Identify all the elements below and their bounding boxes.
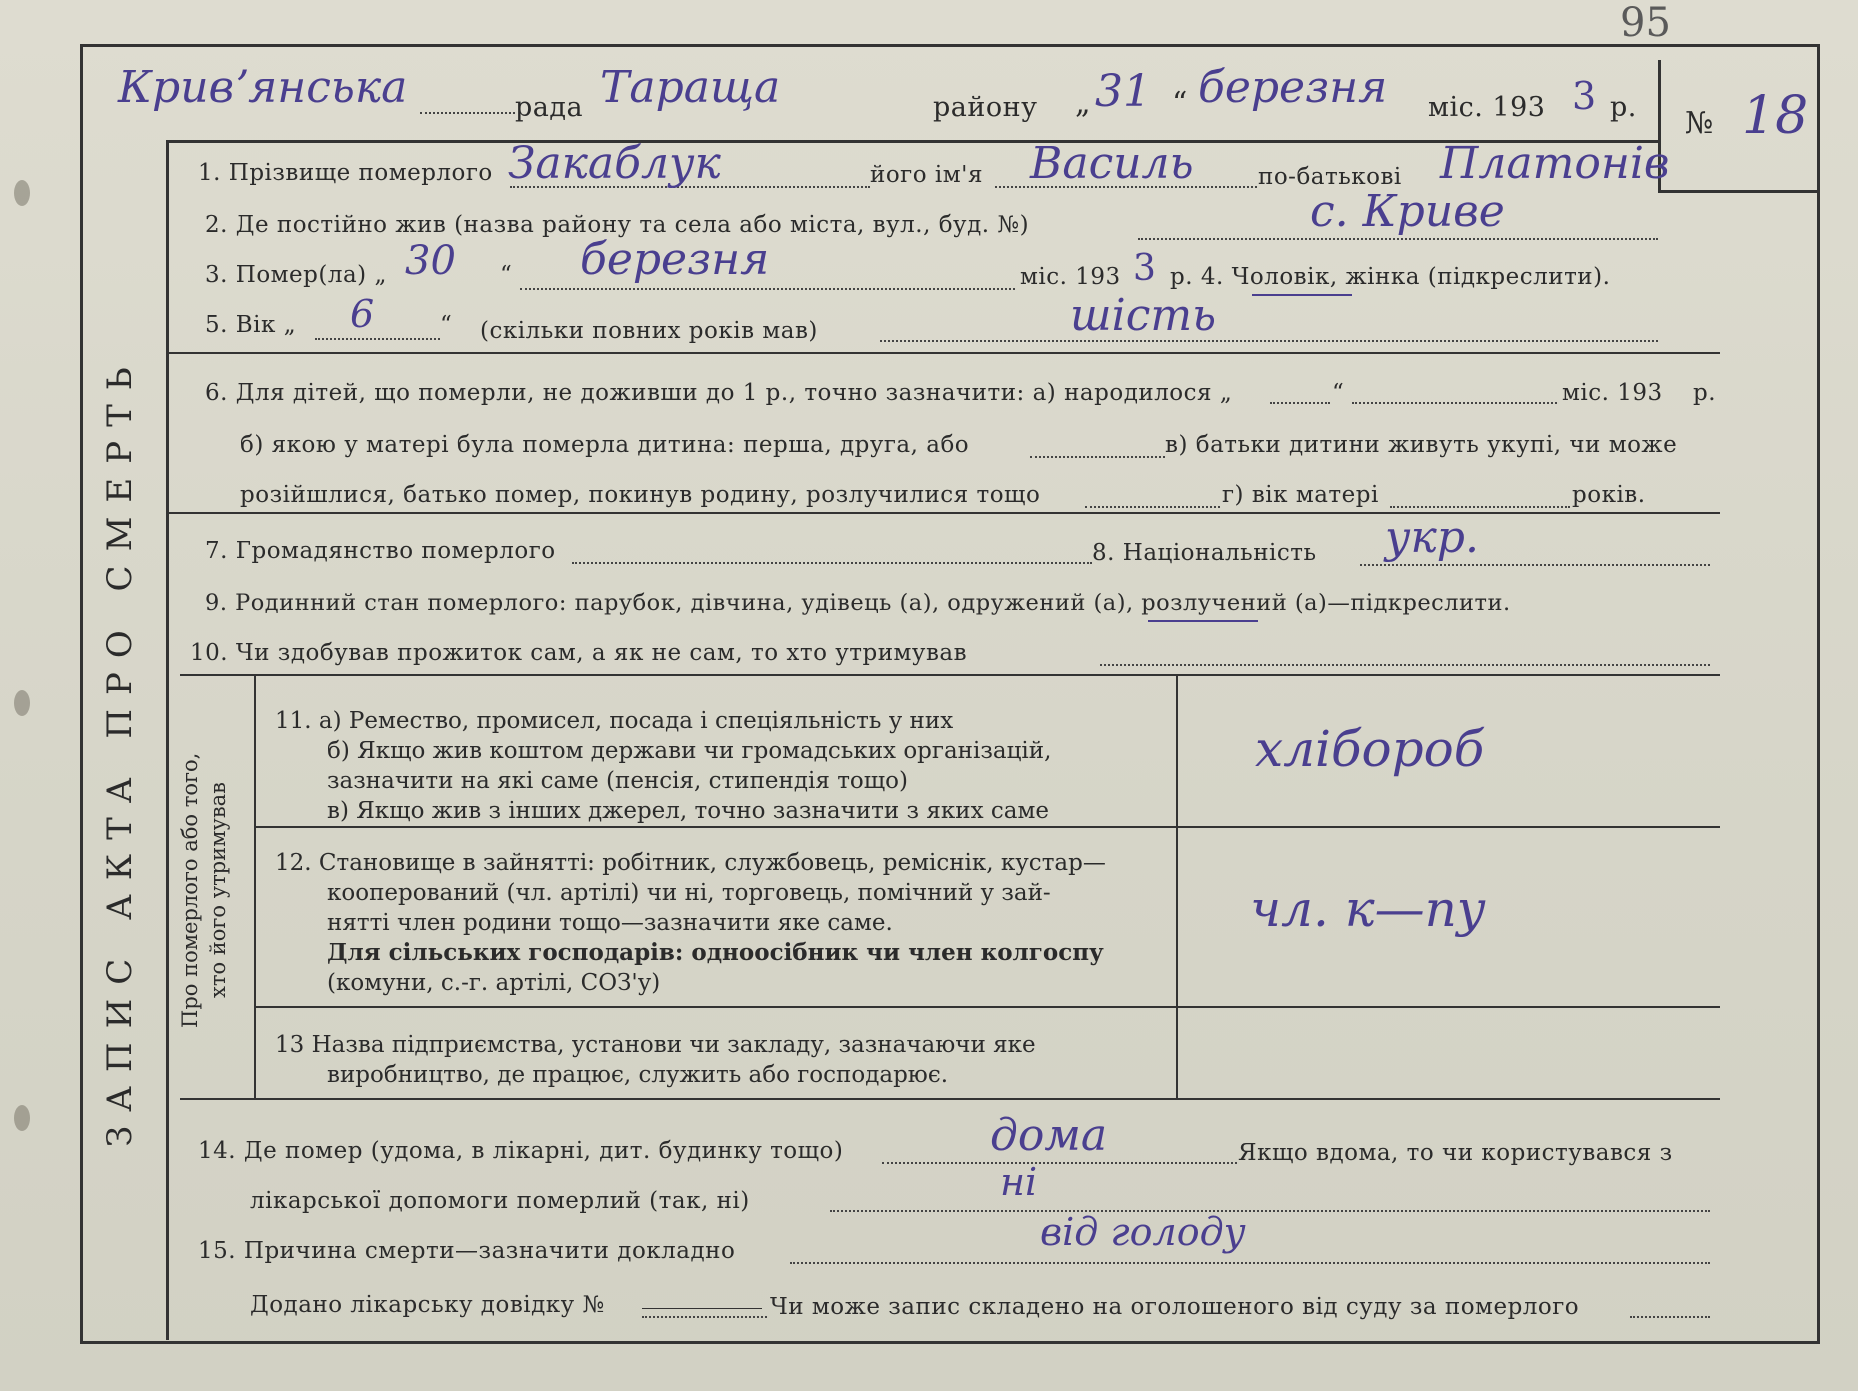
patronymic: Платонів bbox=[1440, 138, 1670, 189]
archive-page-number: 95 bbox=[1620, 0, 1671, 46]
first-name: Василь bbox=[1030, 138, 1194, 189]
record-number: 18 bbox=[1742, 86, 1809, 146]
field-11: 11. а) Ремество, промисел, посада і спеціяльність у них б) Якщо жив коштом держави чи громадських організацій, зазначити на які саме (пенсія, стипендія тощо) в) Якщо жив з інших джерел, точно зазначити з яких саме bbox=[275, 708, 1052, 824]
rayon-label: району bbox=[933, 92, 1038, 123]
side-title: ЗАПИС АКТА ПРО СМЕРТЬ bbox=[100, 353, 140, 1147]
medical-help: ні bbox=[1000, 1160, 1038, 1204]
document-page: 95 Кривʼянська рада Тараща району „ 31 “ березня міс. 193 3 р. № 18 ЗАПИС АКТА ПРО СМЕРТЬ 1. Прізвище померлого Закаблук його ім'я Василь по-батькові Платонів 2. Де постійно жив (назва району та села або міста, вул., буд. №) с. Криве 3. Помер(ла) „ 30 “ березня міс. 193 3 р. 4. Чоловік, жінка (підкреслити). 5. Вік „ 6 “ (скільки повних років мав) шість 6. Для дітей, що померли, не доживши до 1 р., точно зазначити: а) народилося „ “ міс. 193 р. б) якою у матері була померла дитина: перша, друга, або в) батьки дитини живуть укупі, чи може розійшлися, батько помер, покинув родину, розлучилися тощо г) вік матері років. 7. Громадянство померлого 8. Національність укр. 9. Родинний стан померлого: парубок, дівчина, удівець (а), одружений (а), розлучений (а)—підкреслити. 10. Чи здобував прожиток сам, а як не сам, то хто утримував Про померлого або того, хто його утримував 11. а) Ремество, промисел, посада і спеціяльність у них б) Якщо жив коштом держави чи громадських організацій, зазначити на які саме (пенсія, стипендія тощо) в) Якщо жив з інших джерел, точно зазначити з яких саме хлібороб 12. Становище в зайнятті: робітник, службовець, реміснік, кустар— кооперований (чл. артілі) чи ні, торговець, помічний у зай- нятті член родини тощо—зазначити яке саме. Для сільських господарів: одноосібник чи член колгоспу (комуни, с.-г. артілі, СОЗ'у) чл. к—пу 13 Назва підприємства, установи чи закладу, зазначаючи яке виробництво, де працює, служить або господарює. 14. Де помер (удома, в лікарні, дит. будинку тощо) дома Якщо вдома, то чи користувався з лікарської допомоги померлий (так, ні) ні 15. Причина смерти—зазначити докладно від голоду Додано лікарську довідку № Чи може запис складено на оголошеного від суду за померлого bbox=[0, 0, 1858, 1391]
district-name: Тараща bbox=[600, 62, 781, 113]
occupation: хлібороб bbox=[1255, 720, 1485, 778]
age: 6 bbox=[350, 292, 375, 336]
record-number-label: № bbox=[1685, 106, 1714, 141]
age-words: шість bbox=[1070, 290, 1217, 341]
rada-label: рада bbox=[515, 92, 584, 123]
reg-day: 31 bbox=[1095, 66, 1151, 117]
field-12: 12. Становище в зайнятті: робітник, службовець, реміснік, кустар— кооперований (чл. артілі) чи ні, торговець, помічний у зай- нятті член родини тощо—зазначити яке саме. Для сільських господарів: одноосібник чи член колгоспу (комуни, с.-г. артілі, СОЗ'у) bbox=[275, 850, 1106, 996]
binding-hole bbox=[14, 180, 30, 206]
nationality: укр. bbox=[1385, 512, 1479, 563]
surname: Закаблук bbox=[508, 138, 721, 189]
death-month: березня bbox=[580, 234, 770, 285]
reg-month: березня bbox=[1198, 62, 1388, 113]
council-name: Кривʼянська bbox=[118, 62, 408, 113]
death-day: 30 bbox=[405, 238, 456, 284]
death-year: 3 bbox=[1133, 248, 1156, 289]
cause-of-death: від голоду bbox=[1040, 1210, 1246, 1254]
binding-hole bbox=[14, 1105, 30, 1131]
residence: с. Криве bbox=[1310, 186, 1505, 237]
death-place: дома bbox=[990, 1110, 1108, 1161]
binding-hole bbox=[14, 690, 30, 716]
employment-status: чл. к—пу bbox=[1250, 880, 1486, 938]
field-13: 13 Назва підприємства, установи чи закладу, зазначаючи яке виробництво, де працює, служить або господарює. bbox=[275, 1032, 1036, 1088]
reg-year: 3 bbox=[1572, 74, 1597, 118]
side-subtitle: Про померлого або того, хто його утримував bbox=[178, 752, 230, 1028]
